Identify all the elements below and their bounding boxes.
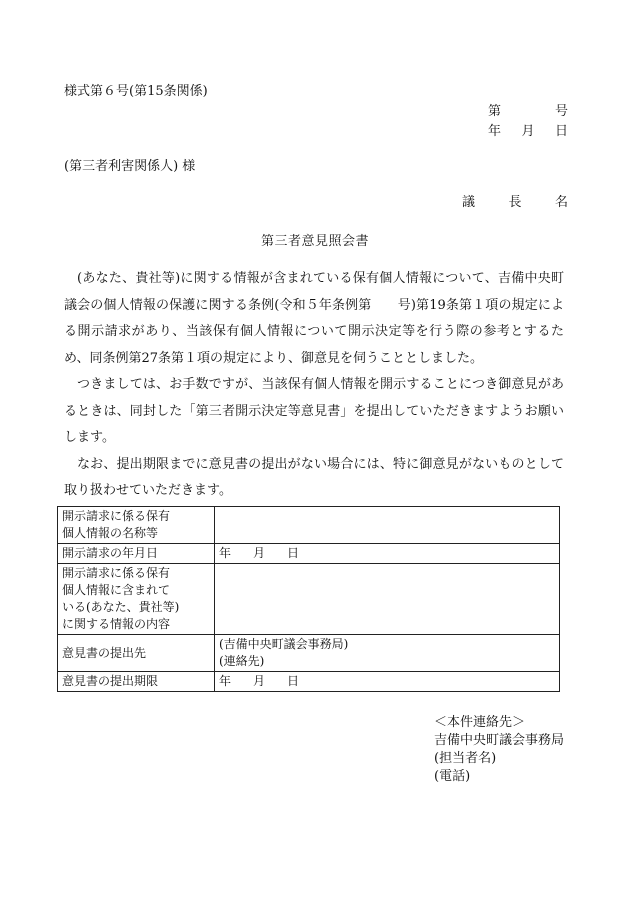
table-row — [58, 672, 560, 692]
table-row — [58, 564, 560, 635]
table-row — [58, 507, 560, 544]
form-number: 様式第６号(第15条関係) — [64, 84, 208, 99]
request-date-year: 年 — [219, 546, 232, 560]
document-number — [488, 100, 568, 119]
contact-phone: (電話) — [434, 769, 471, 784]
row-value-submit-to — [215, 635, 560, 672]
body-text — [64, 266, 564, 505]
contact-office: 吉備中央町議会事務局 — [434, 733, 565, 748]
body-paragraph-3: なお、提出期限までに意見書の提出がない場合には、特に御意見がないものとして取り扱わせていただきます。 — [64, 456, 564, 498]
row-label-deadline: 意見書の提出期限 — [58, 672, 215, 692]
row-value-info-content — [215, 564, 560, 635]
table-row — [58, 635, 560, 672]
date-month: 月 — [521, 124, 535, 139]
row-value-deadline — [215, 672, 560, 692]
contact-block — [434, 714, 564, 786]
row-label-record-name: 開示請求に係る保有 個人情報の名称等 — [58, 507, 215, 544]
deadline-month: 月 — [253, 674, 266, 688]
sender-name — [462, 191, 568, 210]
contact-heading: ＜本件連絡先＞ — [434, 715, 526, 730]
row-value-request-date — [215, 544, 560, 564]
submit-to-contact: (連絡先) — [219, 654, 265, 668]
request-date-month: 月 — [253, 546, 266, 560]
body-paragraph-2: つきましては、お手数ですが、当該保有個人情報を開示することにつき御意見があるときは、同封した「第三者開示決定等意見書」を提出していただきますようお願いします。 — [64, 377, 564, 445]
contact-person: (担当者名) — [434, 751, 497, 766]
document-number-suffix: 号 — [554, 104, 568, 119]
addressee: (第三者利害関係人) 様 — [64, 159, 196, 174]
document-number-prefix: 第 — [488, 104, 502, 119]
submit-to-office: (吉備中央町議会事務局) — [219, 637, 349, 651]
sender-char-1: 議 — [462, 195, 476, 210]
deadline-year: 年 — [219, 674, 232, 688]
row-label-submit-to: 意見書の提出先 — [58, 635, 215, 672]
row-label-info-content: 開示請求に係る保有 個人情報に含まれて いる(あなた、貴社等) に関する情報の内容 — [58, 564, 215, 635]
body-paragraph-1: (あなた、貴社等)に関する情報が含まれている保有個人情報について、吉備中央町議会の個人情報の保護に関する条例(令和５年条例第 号)第19条第１項の規定による開示請求があり、当該保有個人情報について開示決定等を行う際の参考とするため、同条例第27条第１項の規定により、御意見を伺うこととしました。 — [64, 271, 564, 366]
table-row — [58, 544, 560, 564]
sender-char-3: 名 — [554, 195, 568, 210]
sender-char-2: 長 — [508, 195, 522, 210]
deadline-day: 日 — [287, 674, 300, 688]
info-table — [57, 506, 560, 692]
row-value-record-name — [215, 507, 560, 544]
row-label-request-date: 開示請求の年月日 — [58, 544, 215, 564]
date-day: 日 — [554, 124, 568, 139]
document-title: 第三者意見照会書 — [260, 234, 369, 249]
date-year: 年 — [488, 124, 502, 139]
request-date-day: 日 — [287, 546, 300, 560]
document-date — [488, 120, 568, 139]
